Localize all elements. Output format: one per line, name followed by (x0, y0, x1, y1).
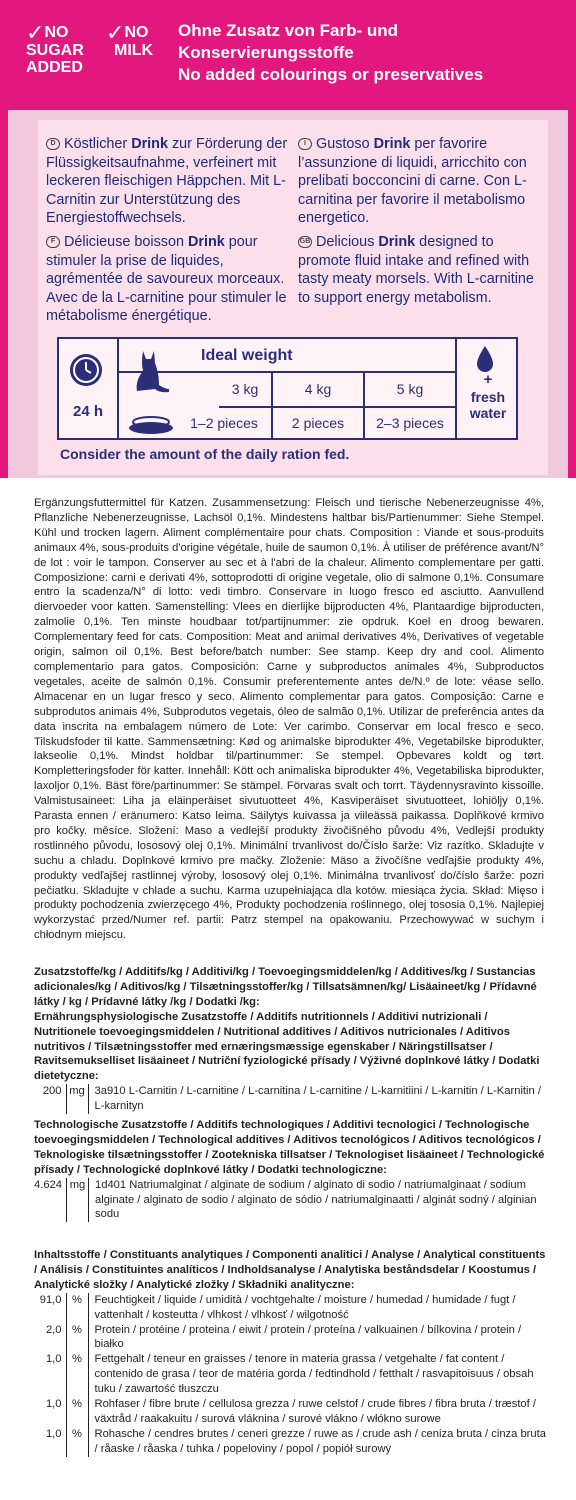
table-row: 2,0 % Protein / protéine / proteina / eiwit / protein / proteína / valkuainen / bílkovina / protein / białko (45, 1323, 522, 1351)
claim-en: No added colourings or preservatives (178, 65, 484, 84)
table-row: 4.624 mg 1d401 Natriumalginat / alginate de sodium / alginato di sodio / natriumalginaat / sodium alginate / alginato de sodio / alginato de sódio / natriumalginaatti / alginát sodný / alginian sodu (34, 1178, 537, 1221)
additives-subheading: Ernährungsphysiologische Zusatzstoffe / Additifs nutritionnels / Additivi nutrizionali / Nutritionele toevoegingsmiddelen / Nutritional additives / Aditivos nutricionales / Aditivos nutritivos / Tilsætningsstoffer med ernæringsmæssige egenskaber / Näringstillsatser / Ravitsemukselliset lisäaineet / Nutriční fyziologické přísady / Výživné doplnkové látky / Dodatki dietetyczne: (34, 1010, 540, 1083)
badge-text: SUGAR (26, 42, 84, 59)
additives-section (34, 965, 549, 1114)
feeding-rule: Consider the amount of the daily ration fed. (60, 446, 350, 462)
clock-icon (69, 353, 103, 387)
plus-sign: + (483, 371, 493, 388)
table-row: 1,0 % Rohasche / cendres brutes / ceneri grezze / ruwe as / crude ash / ceniza bruta / cinza bruta / råaske / råaska / tuhka / popeloviny / popol / popiół surowy (45, 1427, 546, 1455)
checkmark-icon: ✓ (26, 20, 45, 45)
weight-3kg: 3 kg (231, 381, 259, 397)
portion-4kg: 2 pieces (291, 415, 345, 431)
analytical-heading: Inhaltsstoffe / Constituants analytiques / Componenti analitici / Analyse / Analytical constituents / Análisis / Constituintes analíticos / Indholdsanalyse / Analytiska beståndsdelar / Koostumus / Analytické složky / Analytické zložky / Składniki analityczne: (34, 1249, 546, 1291)
intro-de: D Köstlicher Drink zur Förderung der Flüssigkeitsaufnahme, verfeinert mit leckeren fleischigen Häppchen. Mit L-Carnitin zur Unterstützung des Energiestoffwechsels. (46, 136, 288, 226)
table-row: 91,0 % Feuchtigkeit / liquide / umidità / vochtgehalte / moisture / humedad / humidade / fugt / vattenhalt / kosteutta / vlhkost / vlhkosť / wilgotność (39, 1293, 516, 1321)
weight-4kg: 4 kg (304, 381, 332, 397)
technological-section (34, 1118, 549, 1222)
badge-text: ADDED (26, 59, 83, 76)
checkmark-icon: ✓ (106, 20, 125, 45)
weight-5kg: 5 kg (396, 381, 424, 397)
badge-text: MILK (114, 42, 154, 59)
portion-5kg: 2–3 pieces (376, 415, 444, 431)
technological-table (34, 1178, 549, 1223)
no-milk-badge (106, 20, 154, 59)
period-label: 24 h (72, 403, 103, 420)
intro-it: I Gustoso Drink per favorire l’assunzione di liquidi, arricchito con prelibati bocconcini di carne. Con L-carnitina per favorire il metabolismo energetico. (298, 136, 527, 226)
claim (178, 20, 568, 86)
no-sugar-badge (26, 20, 84, 76)
analytical-section (34, 1248, 549, 1457)
food-bowl-icon (125, 410, 177, 436)
ideal-weight-header: Ideal weight (201, 347, 293, 364)
fresh-water-label: fresh water (469, 389, 507, 421)
analytical-table (34, 1293, 549, 1457)
water-drop-icon (475, 345, 495, 373)
technological-heading: Technologische Zusatzstoffe / Additifs technologiques / Additivi tecnologici / Technologische toevoegingsmiddelen / Technological additives / Aditivos tecnológicos / Aditivos tecnológicos / Teknologiske tilsætningsstoffer / Zootekniska tillsatser / Teknologiset lisäaineet / Technologické přísady / Technologické doplnkové látky / Dodatki technologiczne: (34, 1119, 545, 1176)
badge-text: NO (124, 24, 149, 41)
additives-table (34, 1084, 549, 1114)
table-row: 200 mg 3a910 L-Carnitin / L-carnitine / L-carnitina / L-carnitine / L-karnitiini / L-karnitin / L-Karnitin / L-karnityn (42, 1085, 541, 1113)
badge-text: NO (44, 24, 69, 41)
language-tag: F (46, 236, 60, 248)
language-tag: I (298, 138, 312, 150)
intro-en: GB Delicious Drink designed to promote fluid intake and refined with tasty meaty morsels. With L-carnitine to support energy metabolism. (298, 234, 534, 306)
legal-composition-text: Ergänzungsfuttermittel für Katzen. Zusammensetzung: Fleisch und tierische Nebenerzeugnisse 4%, Pflanzliche Nebenerzeugnisse, Lachsöl 0,1%. Mindestens haltbar bis/Partienummer: Siehe Stempel. Kühl und trocken lagern. Aliment complémentaire pour chats. Composition : Viande et sous-produits animaux 4%, sous-produits d'origine végétale, huile de saumon 0,1%. À utiliser de préférence avant/N° de lot : voir le tampon. Conserver au sec et à l'abri de la chaleur. Alimento complementare per gatti. Composizione: carni e derivati 4%, sottoprodotti di origine vegetale, olio di salmone 0,1%. Consumare entro la scadenza/N° di lotto: vedi timbro. Conservare in luogo fresco ed asciutto. Aanvullend diervoeder voor katten. Samenstelling: Vlees en dierlijke bijproducten 4%, Plantaardige bijproducten, zalmolie 0,1%. Ten minste houdbaar tot/partijnummer: zie opdruk. Koel en droog bewaren. Complementary feed for cats. Composition: Meat and animal derivatives 4%, Derivatives of vegetable origin, salmon oil 0,1%. Best before/batch number: See stamp. Keep dry and cool. Alimento complementario para gatos. Composición: Carne y subproductos animales 4%, Subproductos vegetales, aceite de salmón 0,1%. Consumir preferentemente antes de/N.º de lote: véase sello. Almacenar en un lugar fresco y seco. Alimento complementar para gatos. Composição: Carne e subprodutos animais 4%, Subprodutos vegetais, óleo de salmão 0,1%. Utilizar de preferência antes da data inscrita na embalagem número de Lote: Ver carimbo. Conservar em local fresco e seco. Tilskudsfoder til katte. Sammensætning: Kød og animalske biprodukter 4%, Vegetabilske biprodukter, lakseolie 0,1%. Mindst holdbar til/partinummer: Se stempel. Opbevares koldt og tørt. Kompletteringsfoder för katter. Innehåll: Kött och animaliska biprodukter 4%, Vegetabiliska biprodukter, laxoljor 0,1%. Bäst före/partinummer: Se stämpel. Förvaras svalt och torrt. Täydennysravinto kissoille. Valmistusaineet: Liha ja eläinperäiset sivutuotteet 4%, Kasviperäiset sivutuotteet, lohiöljy 0,1%. Parasta ennen / eränumero: Katso leima. Säilytys kuivassa ja viileässä paikassa. Doplňkové krmivo pro kočky. měsíce. Složení: Maso a vedlejší produkty živočišného původu 4%, Vedlejší produkty rostlinného původu, lososový olej 0,1%. Minimální trvanlivost do/Číslo šarže: Viz razítko. Skladujte v suchu a chladu. Doplnkové krmivo pre mačky. Zloženie: Mäso a živočíšne vedľajšie produkty 4%, produkty vedľajšej rastlinnej výroby, lososový olej 0,1%. Minimálna trvanlivosť do/číslo šarže: pozri pečiatku. Skladujte v chlade a suchu. Karma uzupełniająca dla kotów. miesiąca życia. Skład: Mięso i produkty pochodzenia zwierzęcego 4%, Produkty pochodzenia roślinnego, olej tososia 0,1%. Najlepiej wykorzystać przed/Numer ref. partii: Patrz stempel na opakowaniu. Przechowywać w suchym i chłodnym miejscu. (34, 497, 544, 942)
table-row: 1,0 % Fettgehalt / teneur en graisses / tenore in materia grassa / vetgehalte / fat content / contenido de grasa / teor de matéria gorda / fedtindhold / fetthalt / rasvapitoisuus / obsah tuku / zawartość tłuszczu (45, 1353, 534, 1396)
language-tag: GB (298, 236, 312, 248)
language-tag: D (46, 138, 60, 150)
feeding-table (57, 337, 518, 440)
claim-de: Ohne Zusatz von Farb- und Konservierungsstoffe (178, 21, 399, 62)
additives-heading: Zusatzstoffe/kg / Additifs/kg / Additivi/kg / Toevoegingsmiddelen/kg / Additives/kg / Sustancias adicionales/kg / Aditivos/kg / Tilsætningsstoffer/kg / Tillsatsämnen/kg/ Lisäaineet/kg / Přídavné látky / kg / Prídavné látky /kg / Dodatki /kg: (34, 966, 537, 1008)
portion-3kg: 1–2 pieces (190, 415, 258, 431)
intro-fr: F Délicieuse boisson Drink pour stimuler la prise de liquides, agrémentée de savoureux morceaux. Avec de la L-carnitine pour stimuler le métabolisme énergétique. (46, 234, 287, 324)
magenta-header-band (8, 0, 568, 110)
table-row: 1,0 % Rohfaser / fibre brute / cellulosa grezza / ruwe celstof / crude fibres / fibra bruta / træstof / växtråd / raakakuitu / surová vláknina / surové vlákno / włókno surowe (45, 1398, 536, 1425)
